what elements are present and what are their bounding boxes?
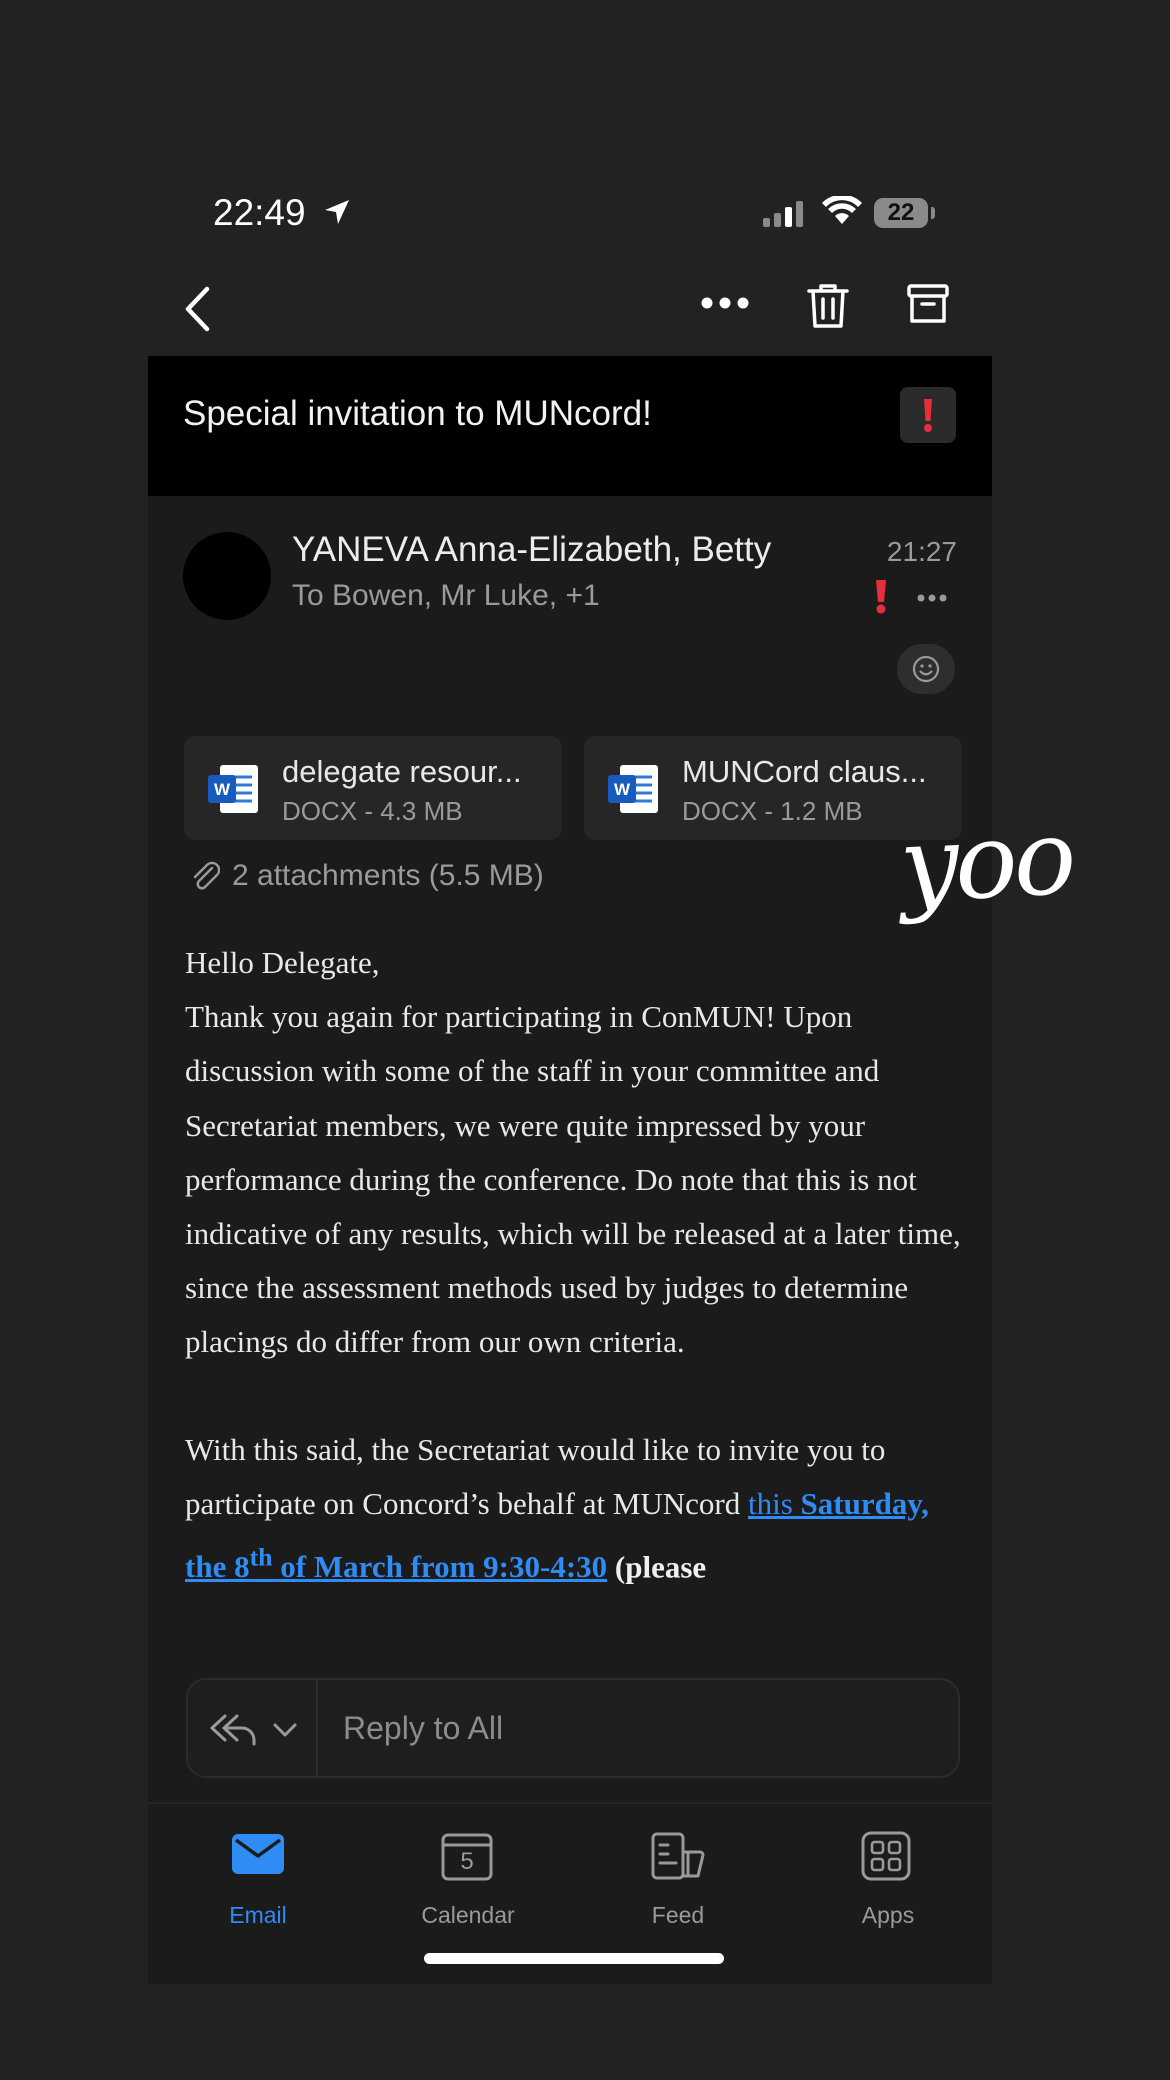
handwritten-annotation: yoo xyxy=(896,795,1076,927)
reply-all-icon xyxy=(208,1710,258,1748)
date-link[interactable]: this xyxy=(748,1485,801,1521)
home-indicator[interactable] xyxy=(424,1953,724,1964)
message-more-button[interactable] xyxy=(916,590,948,608)
battery-tip xyxy=(931,207,935,219)
email-subject: Special invitation to MUNcord! xyxy=(183,394,652,433)
greeting: Hello Delegate, xyxy=(185,945,380,980)
word-document-icon xyxy=(206,763,260,815)
apps-grid-icon xyxy=(860,1830,912,1882)
svg-text:W: W xyxy=(613,780,631,799)
calendar-day: 5 xyxy=(460,1848,474,1875)
attachment-card[interactable] xyxy=(184,736,562,840)
reply-input[interactable]: Reply to All xyxy=(343,1710,504,1746)
more-options-button[interactable] xyxy=(700,296,750,315)
body-text-segment: With this said, the Secretariat would like to invite you to participate on Concord’s behalf at MUNcord xyxy=(185,1431,886,1521)
reply-area xyxy=(148,1652,992,1802)
wifi-icon xyxy=(822,196,862,226)
cellular-signal-icon xyxy=(763,200,807,228)
body-paragraph xyxy=(185,1423,975,1595)
word-document-icon xyxy=(606,763,660,815)
archive-button[interactable] xyxy=(906,282,950,331)
message-body xyxy=(185,936,975,1595)
tab-label: Apps xyxy=(861,1902,915,1928)
date-link-text: of March from 9:30-4:30 xyxy=(272,1549,608,1585)
delete-button[interactable] xyxy=(806,282,850,335)
date-link-text: Saturday, the 8 xyxy=(185,1485,929,1585)
smiley-icon xyxy=(911,654,941,684)
exclamation-icon xyxy=(921,397,935,433)
attachment-meta: DOCX - 4.3 MB xyxy=(282,796,463,826)
status-time: 22:49 xyxy=(213,192,306,233)
tab-calendar[interactable] xyxy=(378,1822,558,1942)
tab-label: Feed xyxy=(651,1902,705,1928)
reply-box[interactable] xyxy=(186,1678,960,1778)
add-reaction-button[interactable] xyxy=(897,644,955,694)
tab-label: Calendar xyxy=(421,1902,515,1928)
archive-icon xyxy=(906,282,950,326)
tab-feed[interactable] xyxy=(588,1822,768,1942)
attachment-meta: DOCX - 1.2 MB xyxy=(682,796,863,826)
message-time: 21:27 xyxy=(886,536,957,567)
high-importance-icon xyxy=(873,578,889,614)
back-icon xyxy=(183,285,213,333)
paperclip-icon xyxy=(190,860,220,892)
sender-name[interactable]: YANEVA Anna-Elizabeth, Betty xyxy=(292,530,772,569)
date-link-sup: th xyxy=(249,1543,273,1573)
back-button[interactable] xyxy=(183,285,213,338)
attachment-name: delegate resour... xyxy=(282,754,522,789)
tab-apps[interactable] xyxy=(798,1822,978,1942)
reply-type-selector[interactable] xyxy=(188,1680,318,1776)
attachments-summary-label: 2 attachments (5.5 MB) xyxy=(232,859,544,892)
body-paragraph: Thank you again for participating in ConMUN! Upon discussion with some of the staff in your committee and Secretariat members, we were quite impressed by your performance during the conference. Do note that this is not indicative of any results, which will be released at a later time, since the assessment methods used by judges to determine placings do differ from our own criteria. xyxy=(185,999,961,1360)
more-icon xyxy=(700,296,750,310)
envelope-icon xyxy=(230,1830,286,1878)
location-arrow-icon xyxy=(322,197,352,227)
more-icon xyxy=(916,593,948,603)
recipients[interactable]: To Bowen, Mr Luke, +1 xyxy=(292,579,600,612)
feed-icon xyxy=(650,1830,706,1882)
svg-text:W: W xyxy=(213,780,231,799)
body-text-bold: (please xyxy=(607,1549,707,1585)
battery-indicator: 22 xyxy=(874,198,928,228)
attachment-name: MUNCord claus... xyxy=(682,754,927,789)
avatar[interactable] xyxy=(183,532,271,620)
chevron-down-icon xyxy=(272,1722,298,1738)
trash-icon xyxy=(806,282,850,330)
email-message xyxy=(148,496,992,1652)
subject-bar xyxy=(148,356,992,496)
tab-email[interactable] xyxy=(168,1822,348,1942)
importance-flag xyxy=(900,387,956,443)
attachments-summary[interactable] xyxy=(190,859,544,893)
tab-label: Email xyxy=(229,1902,287,1928)
